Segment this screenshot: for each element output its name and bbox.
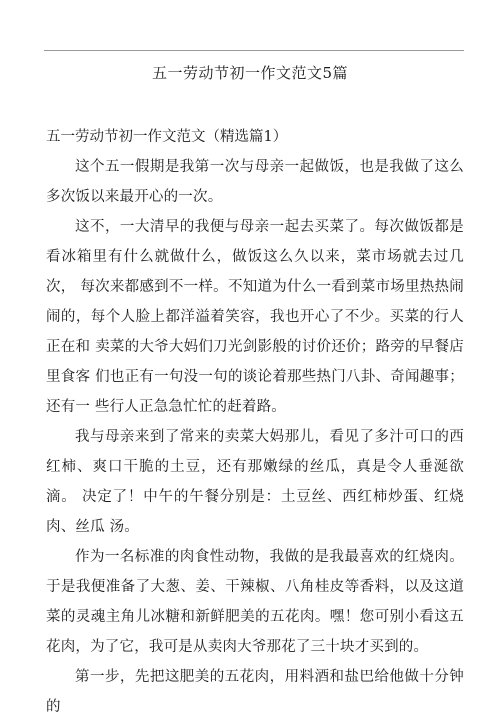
section-heading: 五一劳动节初一作文范文（精选篇1） xyxy=(46,129,288,145)
paragraph-3: 我与母亲来到了常来的卖菜大妈那儿，看见了多汁可口的西 红柿、爽口干脆的土豆，还有那嫩绿的丝瓜，真是令人垂涎欲滴。 决定了！中午的午餐分别是：土豆丝、西红柿炒蛋、红烧肉、丝瓜 汤。 xyxy=(46,429,464,535)
paragraph-5: 第一步，先把这肥美的五花肉，用料酒和盐巴给他做十分钟 的 xyxy=(46,669,464,715)
header-rule xyxy=(44,50,464,51)
document-body xyxy=(46,122,464,722)
paragraph-4: 作为一名标准的肉食性动物，我做的是我最喜欢的红烧肉。 于是我便准备了大葱、姜、干辣椒、八角桂皮等香料，以及这道 菜的灵魂主角儿冰糖和新鲜肥美的五花肉。嘿！您可别小看这五 花肉，为了它，我可是从卖肉大爷那花了三十块才买到的。 xyxy=(46,549,464,655)
paragraph-2: 这不，一大清早的我便与母亲一起去买菜了。每次做饭都是 看冰箱里有什么就做什么，做饭这么久以来，菜市场就去过几次， 每次来都感到不一样。不知道为什么一看到菜市场里热热闹闹的，每个人脸上都洋溢着笑容，我也开心了不少。买菜的行人正在和 卖菜的大爷大妈们刀光剑影般的讨价还价；路旁的早餐店里食客 们也正有一句没一句的谈论着那些热门八卦、奇闻趣事；还有一 些行人正急急忙忙的赶着路。 xyxy=(46,219,464,415)
paragraph-1: 这个五一假期是我第一次与母亲一起做饭，也是我做了这么 多次饭以来最开心的一次。 xyxy=(46,159,464,205)
document-title: 五一劳动节初一作文范文5篇 xyxy=(151,64,349,82)
